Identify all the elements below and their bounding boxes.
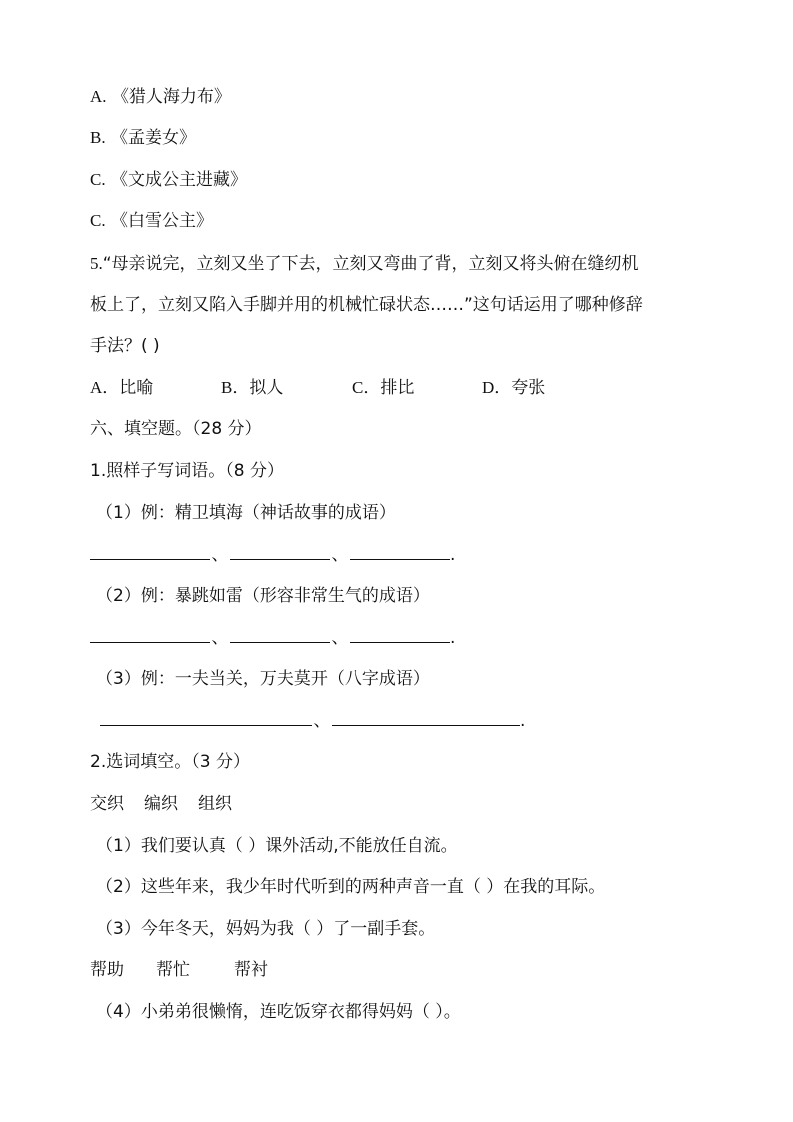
option-text: 《猎人海力布》 <box>111 87 231 107</box>
separator: 、 <box>211 628 229 648</box>
q1-title: 1.照样子写词语。（8 分） <box>90 461 284 481</box>
option-a <box>90 86 231 108</box>
answer-blank[interactable] <box>230 628 330 643</box>
option-text: 夸张 <box>511 378 546 398</box>
q1-item-1-blanks <box>90 544 455 566</box>
option-text: 《孟姜女》 <box>111 128 196 148</box>
option-c-2 <box>90 210 213 232</box>
q5-option-d <box>482 377 545 399</box>
q5-option-c <box>352 377 414 399</box>
word-choice: 帮忙 <box>156 960 190 980</box>
option-text: 比喻 <box>119 378 154 398</box>
option-text: 《白雪公主》 <box>111 211 213 231</box>
q1-item-2-label: （2）例：暴跳如雷（形容非常生气的成语） <box>96 586 430 606</box>
answer-blank[interactable] <box>100 711 312 726</box>
option-letter: C. <box>90 170 106 189</box>
answer-blank[interactable] <box>90 545 210 560</box>
word-choice: 帮衬 <box>234 960 268 980</box>
word-group-2 <box>90 959 268 981</box>
answer-blank[interactable] <box>230 545 330 560</box>
word-choice: 编织 <box>144 794 178 814</box>
end-mark: . <box>450 628 456 648</box>
q1-item-3-label: （3）例：一夫当关，万夫莫开（八字成语） <box>96 669 430 689</box>
option-letter: C. <box>90 211 106 230</box>
separator: 、 <box>211 545 229 565</box>
q2-sentence-3: （3）今年冬天，妈妈为我（ ）了一副手套。 <box>96 919 436 939</box>
option-letter: A． <box>90 378 120 397</box>
option-c <box>90 169 247 191</box>
q2-sentence-1: （1）我们要认真（ ）课外活动,不能放任自流。 <box>96 836 458 856</box>
end-mark: . <box>450 545 456 565</box>
word-choice: 组织 <box>198 794 232 814</box>
q5-option-b <box>221 377 283 399</box>
answer-blank[interactable] <box>332 711 520 726</box>
section-6-title: 六、填空题。（28 分） <box>90 419 262 439</box>
option-letter: A. <box>90 87 107 106</box>
q2-title: 2.选词填空。（3 分） <box>90 752 250 772</box>
word-choice: 交织 <box>90 794 124 814</box>
q1-item-3-blanks <box>100 710 525 732</box>
option-b <box>90 127 196 149</box>
option-letter: D． <box>482 378 512 397</box>
separator: 、 <box>331 628 349 648</box>
separator: 、 <box>331 545 349 565</box>
separator: 、 <box>313 711 331 731</box>
option-letter: C． <box>352 378 381 397</box>
q5-options <box>90 377 690 399</box>
q2-sentence-4: （4）小弟弟很懒惰，连吃饭穿衣都得妈妈（ ）。 <box>96 1002 461 1022</box>
answer-blank[interactable] <box>350 545 450 560</box>
option-text: 《文成公主进藏》 <box>111 170 247 190</box>
word-group-1 <box>90 793 232 815</box>
q2-sentence-2: （2）这些年来，我少年时代听到的两种声音一直（ ）在我的耳际。 <box>96 877 606 897</box>
q1-item-2-blanks <box>90 627 455 649</box>
q1-item-1-label: （1）例：精卫填海（神话故事的成语） <box>96 503 396 523</box>
q5-number: 5. <box>90 254 103 273</box>
q5-text-1: “母亲说完，立刻又坐了下去，立刻又弯曲了背，立刻又将头俯在缝纫机 <box>102 254 639 274</box>
word-choice: 帮助 <box>90 960 124 980</box>
option-text: 排比 <box>380 378 415 398</box>
option-letter: B. <box>90 128 106 147</box>
answer-blank[interactable] <box>90 628 210 643</box>
end-mark: . <box>520 711 526 731</box>
q5-line-3: 手法？( ) <box>90 336 160 356</box>
option-letter: B． <box>221 378 250 397</box>
answer-blank[interactable] <box>350 628 450 643</box>
q5-option-a <box>90 377 153 399</box>
q5-line-2: 板上了，立刻又陷入手脚并用的机械忙碌状态……”这句话运用了哪种修辞 <box>90 295 643 315</box>
option-text: 拟人 <box>249 378 284 398</box>
q5-line-1 <box>90 253 639 275</box>
